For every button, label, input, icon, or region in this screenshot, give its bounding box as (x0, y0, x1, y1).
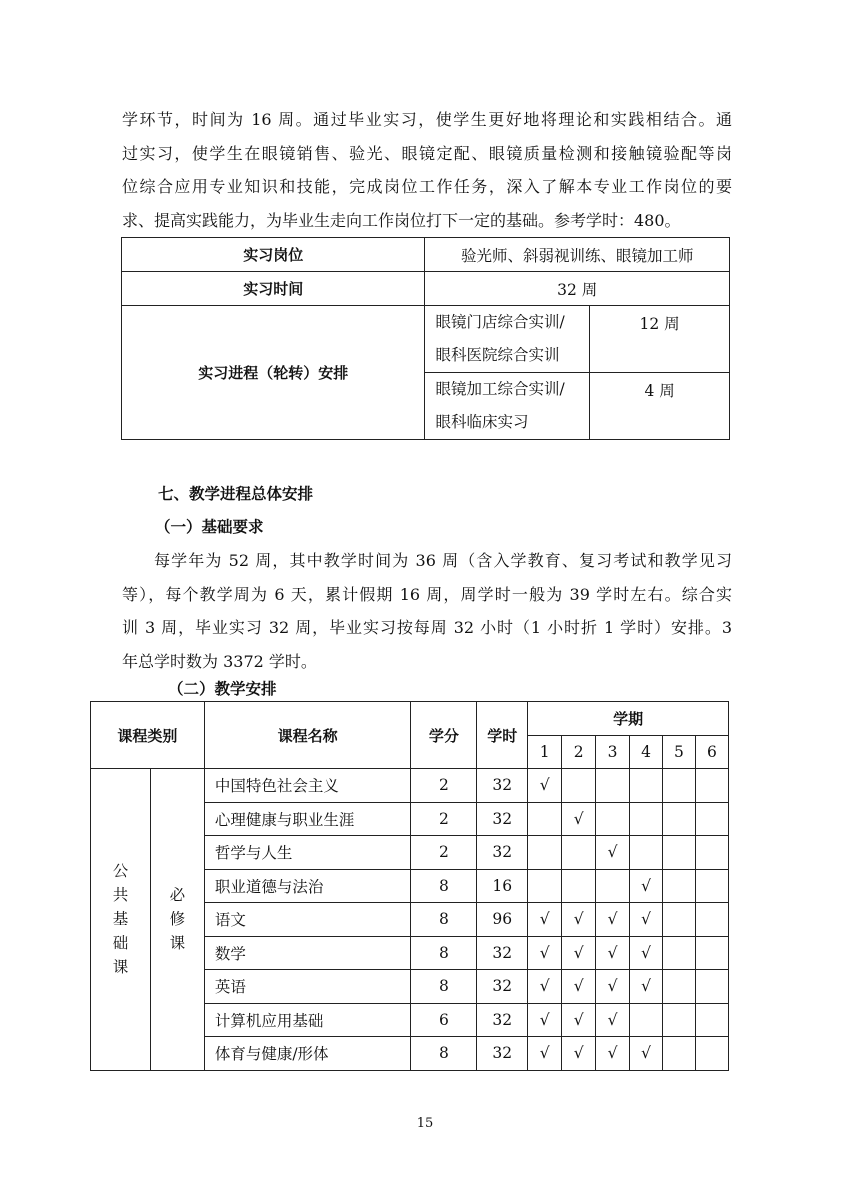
course-credit: 8 (411, 1037, 477, 1071)
course-name: 体育与健康/形体 (204, 1037, 411, 1071)
category-sub-cell (150, 769, 204, 1071)
category-main-cell (91, 769, 151, 1071)
term-check-cell (695, 769, 728, 803)
category-main-char: 公 (112, 862, 129, 881)
term-check-cell (663, 802, 696, 836)
term-check-cell (630, 936, 663, 970)
course-name: 心理健康与职业生涯 (204, 802, 411, 836)
table-row (122, 238, 730, 272)
term-check-cell (695, 903, 728, 937)
check-mark: √ (607, 910, 618, 929)
internship-time-label: 实习时间 (122, 272, 425, 306)
check-mark: √ (539, 1010, 550, 1029)
rotation-line: 眼科医院综合实训 (435, 346, 560, 364)
check-mark: √ (573, 809, 584, 828)
term-check-cell (528, 1003, 562, 1037)
check-mark: √ (573, 1044, 584, 1063)
term-check-cell (695, 869, 728, 903)
intro-line: 学环节，时间为 16 周。通过毕业实习，使学生更好地将理论和实践相结合。通 (122, 110, 732, 129)
header-term-number: 5 (663, 735, 696, 769)
term-check-cell (695, 1003, 728, 1037)
header-term-number: 3 (596, 735, 630, 769)
term-check-cell (528, 1037, 562, 1071)
course-name: 语文 (204, 903, 411, 937)
course-name: 哲学与人生 (204, 836, 411, 870)
term-check-cell (695, 1037, 728, 1071)
intro-line: 过实习，使学生在眼镜销售、验光、眼镜定配、眼镜质量检测和接触镜验配等岗 (122, 143, 732, 163)
term-check-cell (528, 769, 562, 803)
course-name: 英语 (204, 970, 411, 1004)
course-name: 职业道德与法治 (204, 869, 411, 903)
check-mark: √ (539, 776, 550, 795)
course-hours: 32 (477, 1037, 528, 1071)
term-check-cell (630, 970, 663, 1004)
check-mark: √ (641, 876, 651, 895)
check-mark: √ (573, 910, 584, 929)
term-check-cell (695, 936, 728, 970)
term-check-cell (630, 836, 663, 870)
course-credit: 8 (411, 869, 477, 903)
term-check-cell (663, 769, 696, 803)
course-credit: 2 (411, 836, 477, 870)
category-sub-char: 必 (169, 886, 186, 905)
header-category: 课程类别 (91, 702, 205, 769)
term-check-cell (630, 802, 663, 836)
term-check-cell (528, 836, 562, 870)
term-check-cell (528, 970, 562, 1004)
intro-paragraph (122, 103, 732, 237)
course-hours: 32 (477, 1003, 528, 1037)
internship-post-value: 验光师、斜弱视训练、眼镜加工师 (425, 238, 730, 272)
category-sub-char: 课 (169, 934, 186, 953)
term-check-cell (528, 903, 562, 937)
basic-line: 每学年为 52 周，其中教学时间为 36 周（含入学教育、复习考试和教学见习 (154, 551, 732, 570)
check-mark: √ (573, 943, 584, 962)
header-term-number: 2 (562, 735, 596, 769)
term-check-cell (596, 936, 630, 970)
category-main-char: 共 (112, 886, 129, 905)
check-mark: √ (539, 943, 550, 962)
check-mark: √ (641, 910, 651, 929)
course-credit: 2 (411, 802, 477, 836)
course-credit: 8 (411, 970, 477, 1004)
subsection-2-title: （二）教学安排 (168, 680, 277, 698)
check-mark: √ (607, 843, 618, 862)
check-mark: √ (607, 977, 618, 996)
course-credit: 2 (411, 769, 477, 803)
check-mark: √ (641, 1044, 651, 1063)
header-term-number: 1 (528, 735, 562, 769)
term-check-cell (562, 936, 596, 970)
term-check-cell (663, 936, 696, 970)
rotation-item (425, 306, 590, 373)
header-course-name: 课程名称 (204, 702, 411, 769)
term-check-cell (596, 970, 630, 1004)
check-mark: √ (573, 1010, 584, 1029)
course-hours: 16 (477, 869, 528, 903)
check-mark: √ (641, 943, 651, 962)
internship-post-label: 实习岗位 (122, 238, 425, 272)
term-check-cell (630, 1037, 663, 1071)
term-check-cell (630, 903, 663, 937)
term-check-cell (596, 1003, 630, 1037)
check-mark: √ (607, 1010, 618, 1029)
course-hours: 32 (477, 802, 528, 836)
term-check-cell (596, 1037, 630, 1071)
course-credit: 8 (411, 903, 477, 937)
check-mark: √ (607, 943, 618, 962)
header-credit: 学分 (411, 702, 477, 769)
term-check-cell (562, 1003, 596, 1037)
course-name: 数学 (204, 936, 411, 970)
basic-paragraph (122, 544, 732, 678)
term-check-cell (596, 869, 630, 903)
term-check-cell (695, 802, 728, 836)
term-check-cell (528, 936, 562, 970)
term-check-cell (562, 802, 596, 836)
term-check-cell (663, 1003, 696, 1037)
term-check-cell (562, 769, 596, 803)
page-number: 15 (416, 1116, 434, 1131)
check-mark: √ (539, 910, 550, 929)
rotation-weeks: 4 周 (590, 373, 730, 440)
header-term: 学期 (528, 702, 729, 736)
subsection-1-title: （一）基础要求 (155, 518, 264, 536)
check-mark: √ (607, 1044, 618, 1063)
internship-time-value: 32 周 (425, 272, 730, 306)
term-check-cell (663, 869, 696, 903)
header-term-number: 4 (630, 735, 663, 769)
term-check-cell (695, 970, 728, 1004)
course-hours: 32 (477, 769, 528, 803)
course-hours: 32 (477, 836, 528, 870)
term-check-cell (562, 970, 596, 1004)
term-check-cell (596, 802, 630, 836)
table-row (122, 272, 730, 306)
internship-rotation-label: 实习进程（轮转）安排 (122, 306, 425, 440)
header-hours: 学时 (477, 702, 528, 769)
term-check-cell (630, 1003, 663, 1037)
term-check-cell (596, 903, 630, 937)
category-main-char: 课 (112, 958, 129, 977)
basic-line: 等），每个教学周为 6 天，累计假期 16 周，周学时一般为 39 学时左右。综合实 (122, 584, 732, 604)
check-mark: √ (539, 1044, 550, 1063)
schedule-body (91, 769, 729, 1071)
header-term-number: 6 (695, 735, 728, 769)
section-7-title: 七、教学进程总体安排 (158, 485, 314, 503)
intro-line: 求、提高实践能力，为毕业生走向工作岗位打下一定的基础。参考学时：480。 (122, 210, 681, 230)
check-mark: √ (641, 977, 651, 996)
category-sub-char: 修 (169, 910, 186, 929)
term-check-cell (663, 1037, 696, 1071)
check-mark: √ (573, 977, 584, 996)
term-check-cell (528, 802, 562, 836)
term-check-cell (562, 1037, 596, 1071)
table-row (122, 306, 730, 373)
rotation-item (425, 373, 590, 440)
term-check-cell (596, 836, 630, 870)
category-main-char: 础 (112, 934, 129, 953)
rotation-line: 眼镜门店综合实训/ (435, 313, 565, 331)
rotation-line: 眼镜加工综合实训/ (435, 380, 565, 398)
basic-line: 训 3 周，毕业实习 32 周，毕业实习按每周 32 小时（1 小时折 1 学时）安排。3 (122, 618, 732, 637)
course-hours: 32 (477, 936, 528, 970)
term-check-cell (663, 970, 696, 1004)
term-check-cell (562, 903, 596, 937)
term-check-cell (663, 903, 696, 937)
rotation-weeks: 12 周 (590, 306, 730, 373)
basic-line: 年总学时数为 3372 学时。 (122, 651, 317, 671)
check-mark: √ (539, 977, 550, 996)
table-row (91, 769, 729, 803)
term-check-cell (663, 836, 696, 870)
term-check-cell (562, 836, 596, 870)
term-check-cell (562, 869, 596, 903)
intro-line: 位综合应用专业知识和技能，完成岗位工作任务，深入了解本专业工作岗位的要 (122, 177, 732, 196)
rotation-line: 眼科临床实习 (435, 413, 529, 431)
course-name: 计算机应用基础 (204, 1003, 411, 1037)
term-check-cell (528, 869, 562, 903)
course-credit: 6 (411, 1003, 477, 1037)
term-check-cell (695, 836, 728, 870)
schedule-table (90, 701, 729, 1071)
course-credit: 8 (411, 936, 477, 970)
category-main-char: 基 (112, 910, 129, 929)
term-check-cell (630, 869, 663, 903)
internship-table (121, 237, 730, 440)
table-header-row (91, 702, 729, 736)
course-hours: 32 (477, 970, 528, 1004)
course-name: 中国特色社会主义 (204, 769, 411, 803)
course-hours: 96 (477, 903, 528, 937)
term-check-cell (630, 769, 663, 803)
term-check-cell (596, 769, 630, 803)
